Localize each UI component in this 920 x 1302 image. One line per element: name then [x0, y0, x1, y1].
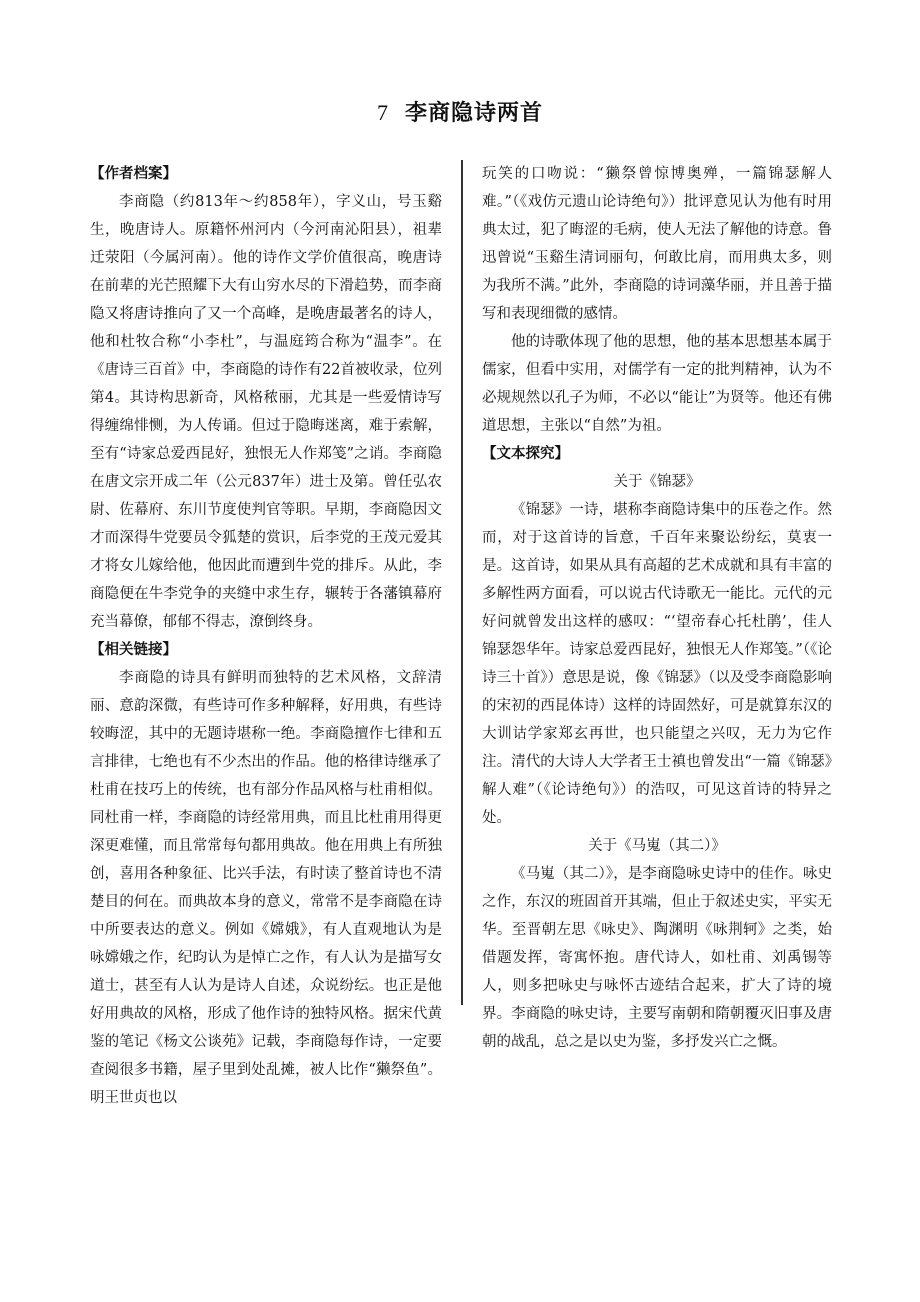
jinse-subheading: 关于《锦瑟》	[613, 474, 701, 490]
author-heading: 【作者档案】	[90, 166, 177, 182]
lesson-title: 李商隐诗两首	[404, 101, 543, 126]
links-heading: 【相关链接】	[90, 642, 177, 658]
left-column	[90, 160, 442, 1106]
mawei-paragraph: 《马嵬（其二）》，是李商隐咏史诗中的佳作。咏史之作，东汉的班固首开其端，但止于叙述史实，平实无华。至晋朝左思《咏史》、陶渊明《咏荆轲》之类，始借题发挥，寄寓怀抱。唐代诗人，如杜甫、刘禹锡等人，则多把咏史与咏怀古迹结合起来，扩大了诗的境界。李商隐的咏史诗，主要写南朝和隋朝覆灭旧事及唐朝的战乱，总之是以史为鉴，多抒发兴亡之慨。	[482, 866, 832, 1050]
mawei-subheading: 关于《马嵬（其二）》	[588, 838, 726, 854]
page-title	[0, 96, 920, 127]
text-study-heading: 【文本探究】	[482, 446, 569, 462]
jinse-paragraph: 《锦瑟》一诗，堪称李商隐诗集中的压卷之作。然而，对于这首诗的旨意，千百年来聚讼纷纭，莫衷一是。这首诗，如果从具有高超的艺术成就和具有丰富的多解性两方面看，可以说古代诗歌无一能比。元代的元好问就曾发出这样的感叹：“‘望帝春心托杜鹃’，佳人锦瑟怨华年。诗家总爱西昆好，独恨无人作郑笺。”（《论诗三十首》）意思是说，像《锦瑟》（以及受李商隐影响的宋初的西昆体诗）这样的诗固然好，可是就算东汉的大训诂学家郑玄再世，也只能望之兴叹，无力为它作注。清代的大诗人大学者王士禛也曾发出“一篇《锦瑟》解人难”（《论诗绝句》）的浩叹，可见这首诗的特异之处。	[482, 502, 832, 826]
author-paragraph: 李商隐（约813年～约858年），字义山，号玉谿生，晚唐诗人。原籍怀州河内（今河南沁阳县），祖辈迁荥阳（今属河南）。他的诗作文学价值很高，晚唐诗在前辈的光芒照耀下大有山穷水尽的下滑趋势，而李商隐又将唐诗推向了又一个高峰，是晚唐最著名的诗人，他和杜牧合称“小李杜”，与温庭筠合称为“温李”。在《唐诗三百首》中，李商隐的诗作有22首被收录，位列第4。其诗构思新奇，风格秾丽，尤其是一些爱情诗写得缠绵悱恻，为人传诵。但过于隐晦迷离，难于索解，至有“诗家总爱西昆好，独恨无人作郑笺”之诮。李商隐在唐文宗开成二年（公元837年）进士及第。曾任弘农尉、佐幕府、东川节度使判官等职。早期，李商隐因文才而深得牛党要员令狐楚的赏识，后李党的王茂元爱其才将女儿嫁给他，他因此而遭到牛党的排斥。从此，李商隐便在牛李党争的夹缝中求生存，辗转于各藩镇幕府充当幕僚，郁郁不得志，潦倒终身。	[90, 194, 442, 630]
column-divider	[461, 160, 463, 1005]
thought-paragraph: 他的诗歌体现了他的思想，他的基本思想基本属于儒家，但看中实用，对儒学有一定的批判精神，认为不必规规然以孔子为师，不必以“能让”为贤等。他还有佛道思想，主张以“自然”为祖。	[482, 334, 832, 434]
links-paragraph: 李商隐的诗具有鲜明而独特的艺术风格，文辞清丽、意韵深微，有些诗可作多种解释，好用典，有些诗较晦涩，其中的无题诗堪称一绝。李商隐擅作七律和五言排律，七绝也有不少杰出的作品。他的格律诗继承了杜甫在技巧上的传统，也有部分作品风格与杜甫相似。同杜甫一样，李商隐的诗经常用典，而且比杜甫用得更深更难懂，而且常常每句都用典故。他在用典上有所独创，喜用各种象征、比兴手法，有时读了整首诗也不清楚目的何在。而典故本身的意义，常常不是李商隐在诗中所要表达的意义。例如《嫦娥》，有人直观地认为是咏嫦娥之作，纪昀认为是悼亡之作，有人认为是描写女道士，甚至有人认为是诗人自述，众说纷纭。也正是他好用典故的风格，形成了他作诗的独特风格。据宋代黄鉴的笔记《杨文公谈苑》记载，李商隐每作诗，一定要查阅很多书籍，屋子里到处乱摊，被人比作“獭祭鱼”。明王世贞也以	[90, 670, 442, 1106]
continued-paragraph: 玩笑的口吻说：“獭祭曾惊博奥殚，一篇锦瑟解人难。”（《戏仿元遗山论诗绝句》）批评意见认为他有时用典太过，犯了晦涩的毛病，使人无法了解他的诗意。鲁迅曾说“玉谿生清词丽句，何敢比肩，而用典太多，则为我所不满。”此外，李商隐的诗词藻华丽，并且善于描写和表现细微的感情。	[482, 166, 832, 322]
lesson-number: 7	[376, 100, 389, 125]
right-column	[482, 160, 832, 1050]
